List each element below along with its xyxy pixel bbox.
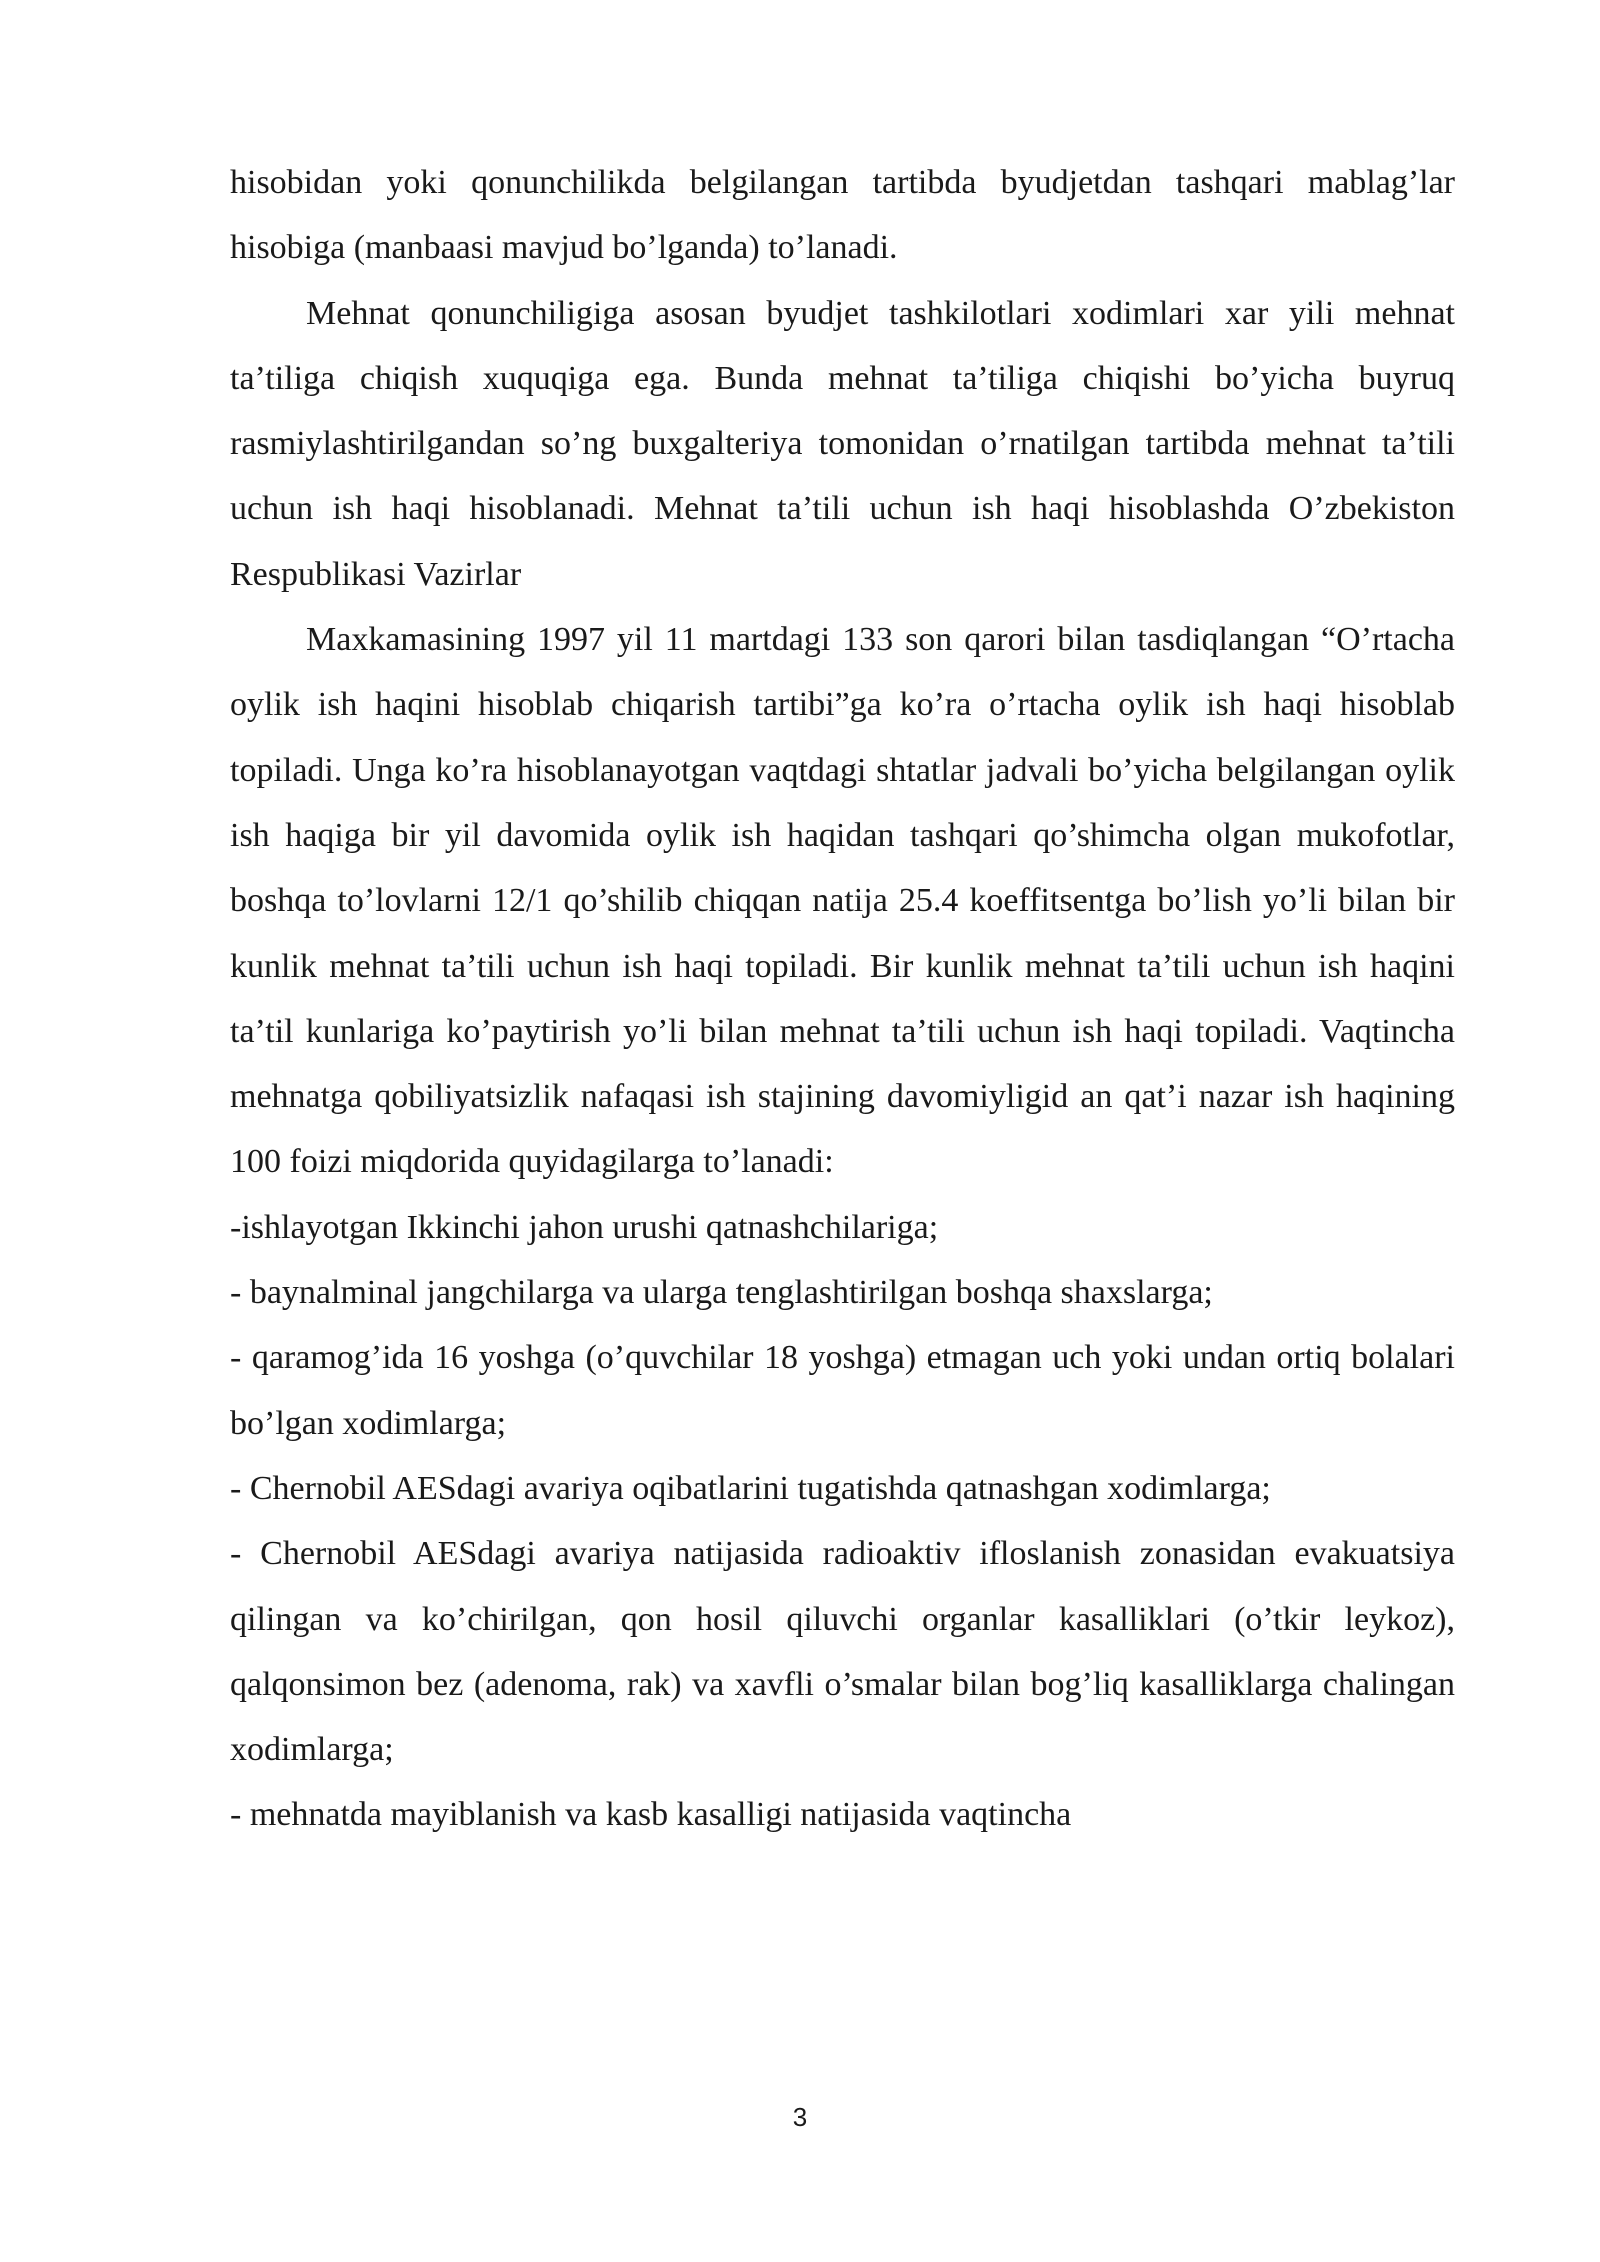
list-item-mehnatda-mayiblanish: - mehnatda mayiblanish va kasb kasalligi natijasida vaqtincha <box>230 1796 1072 1834</box>
list-item-chernobil-evakuatsiya: - Chernobil AESdagi avariya natijasida radioaktiv ifloslanish zonasidan evakuatsiya qilingan va ko’chirilgan, qon hosil qiluvchi organlar kasalliklari (o’tkir leykoz), qalqonsimon bez (adenoma, rak) va xavfli o’smalar bilan bog’liq kasalliklarga chalingan xodimlarga; <box>230 1535 1455 1769</box>
paragraph-mehnat-tatili: Mehnat qonunchiligiga asosan byudjet tashkilotlari xodimlari xar yili mehnat ta’tiliga chiqish xuquqiga ega. Bunda mehnat ta’tiliga chiqishi bo’yicha buyruq rasmiylashtirilgandan so’ng buxgalteriya tomonidan o’rnatilgan tartibda mehnat ta’tili uchun ish haqi hisoblanadi. Mehnat ta’tili uchun ish haqi hisoblashda O’zbekiston Respublikasi Vazirlar <box>230 294 1455 593</box>
list-item-bolalari: - qaramog’ida 16 yoshga (o’quvchilar 18 yoshga) etmagan uch yoki undan ortiq bolalari bo’lgan xodimlarga; <box>230 1339 1455 1442</box>
paragraph-ortacha-oylik: Maxkamasining 1997 yil 11 martdagi 133 son qarori bilan tasdiqlangan “O’rtacha oylik ish haqini hisoblab chiqarish tartibi”ga ko’ra o’rtacha oylik ish haqi hisoblab topiladi. Unga ko’ra hisoblanayotgan vaqtdagi shtatlar jadvali bo’yicha belgilangan oylik ish haqiga bir yil davomida oylik ish haqidan tashqari qo’shimcha olgan mukofotlar, boshqa to’lovlarni 12/1 qo’shilib chiqqan natija 25.4 koeffitsentga bo’lish yo’li bilan bir kunlik mehnat ta’tili uchun ish haqi topiladi. Bir kunlik mehnat ta’tili uchun ish haqini ta’til kunlariga ko’paytirish yo’li bilan mehnat ta’tili uchun ish haqi topiladi. Vaqtincha mehnatga qobiliyatsizlik nafaqasi ish stajining davomiyligid an qat’i nazar ish haqining 100 foizi miqdorida quyidagilarga to’lanadi: <box>230 621 1455 1181</box>
list-item-chernobil-tugatish: - Chernobil AESdagi avariya oqibatlarini tugatishda qatnashgan xodimlarga; <box>230 1469 1271 1507</box>
list-item-ikkinchi-jahon: -ishlayotgan Ikkinchi jahon urushi qatnashchilariga; <box>230 1208 939 1246</box>
page-body <box>230 150 1455 1848</box>
paragraph-continuation: hisobidan yoki qonunchilikda belgilangan tartibda byudjetdan tashqari mablag’lar hisobiga (manbaasi mavjud bo’lganda) to’lanadi. <box>230 164 1455 267</box>
list-item-baynalminal: - baynalminal jangchilarga va ularga tenglashtirilgan boshqa shaxslarga; <box>230 1274 1213 1312</box>
page-number: 3 <box>792 2102 808 2132</box>
